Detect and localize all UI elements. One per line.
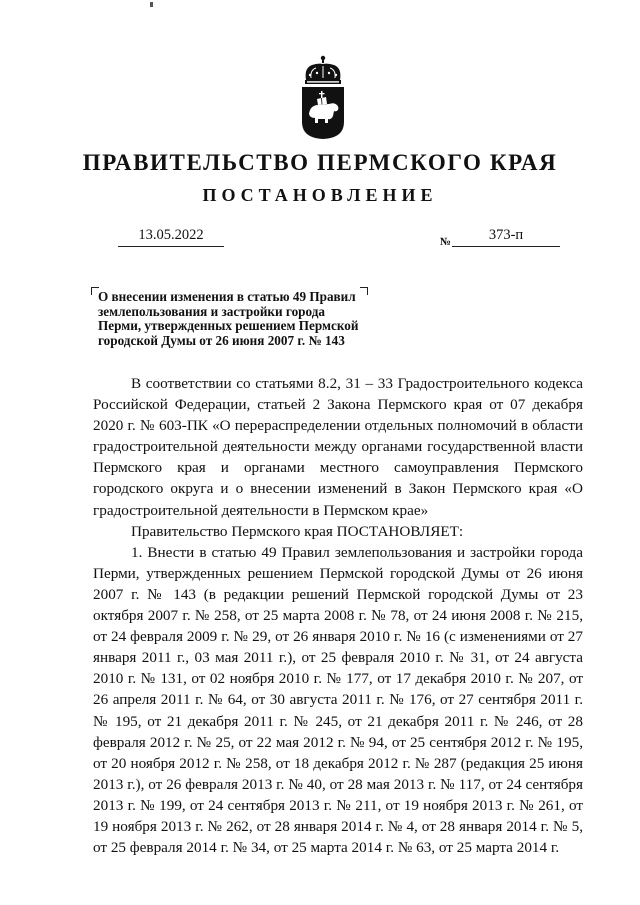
crown-icon: [305, 56, 341, 84]
subject-line: городской Думы от 26 июня 2007 г. № 143: [98, 332, 345, 348]
document-date: [118, 227, 224, 247]
number-sign: №: [440, 236, 452, 248]
document-number-value: 373-п: [488, 227, 524, 243]
scan-artifact: [150, 2, 153, 7]
subject-line: Перми, утвержденных решением Пермской: [98, 318, 359, 333]
document-number: [452, 227, 560, 247]
document-date-value: 13.05.2022: [138, 227, 204, 243]
shield-icon: [302, 87, 344, 139]
subject-line: землепользования и застройки города: [98, 303, 325, 319]
body-paragraph-preamble: В соответствии со статьями 8.2, 31 – 33 Градостроительного кодекса Российской Федерации, статьей 2 Закона Пермского края от 07 декабря 2020 г. № 603-ПК «О перераспределении отдельных полномочий в области градостроительной деятельности между органами государственной власти Пермского края и органами местного самоуправления Пермского городского округа и о внесении изменений в Закон Пермского края «О градостроительной деятельности в Пермском крае»: [93, 375, 583, 519]
document-kind: ПОСТАНОВЛЕНИЕ: [202, 185, 438, 205]
government-name: ПРАВИТЕЛЬСТВО ПЕРМСКОГО КРАЯ: [82, 150, 558, 175]
document-subject: [98, 290, 408, 348]
perm-krai-coat-of-arms-icon: [298, 54, 348, 140]
body-paragraph-item-1: 1. Внести в статью 49 Правил землепользования и застройки города Перми, утвержденных решением Пермской городской Думы от 26 июня 2007 г. № 143 (в редакции решений Пермской городской Думы от 23 октября 2007 г. № 258, от 25 марта 2008 г. № 78, от 24 июня 2008 г. № 215, от 24 февраля 2009 г. № 29, от 26 января 2010 г. № 16 (с изменениями от 27 января 2011 г., 03 мая 2011 г.), от 25 февраля 2010 г. № 31, от 24 августа 2010 г. № 131, от 02 ноября 2010 г. № 177, от 17 декабря 2010 г. № 207, от 26 апреля 2011 г. № 64, от 30 августа 2011 г. № 176, от 27 сентября 2011 г. № 195, от 21 декабря 2011 г. № 245, от 21 декабря 2011 г. № 246, от 28 февраля 2012 г. № 25, от 22 мая 2012 г. № 94, от 25 сентября 2012 г. № 195, от 20 ноября 2012 г. № 258, от 18 декабря 2012 г. № 287 (редакция 25 июня 2013 г.), от 26 февраля 2013 г. № 40, от 28 мая 2013 г. № 117, от 24 сентября 2013 г. № 199, от 24 сентября 2013 г. № 211, от 19 ноября 2013 г. № 261, от 19 ноября 2013 г. № 262, от 28 января 2014 г. № 4, от 28 января 2014 г. № 5, от 25 февраля 2014 г. № 34, от 25 марта 2014 г. № 63, от 25 марта 2014 г.: [93, 543, 583, 857]
subject-line: О внесении изменения в статью 49 Правил: [98, 289, 356, 304]
body-paragraph-resolution: Правительство Пермского края ПОСТАНОВЛЯЕТ:: [131, 522, 464, 540]
document-body: [93, 373, 583, 858]
